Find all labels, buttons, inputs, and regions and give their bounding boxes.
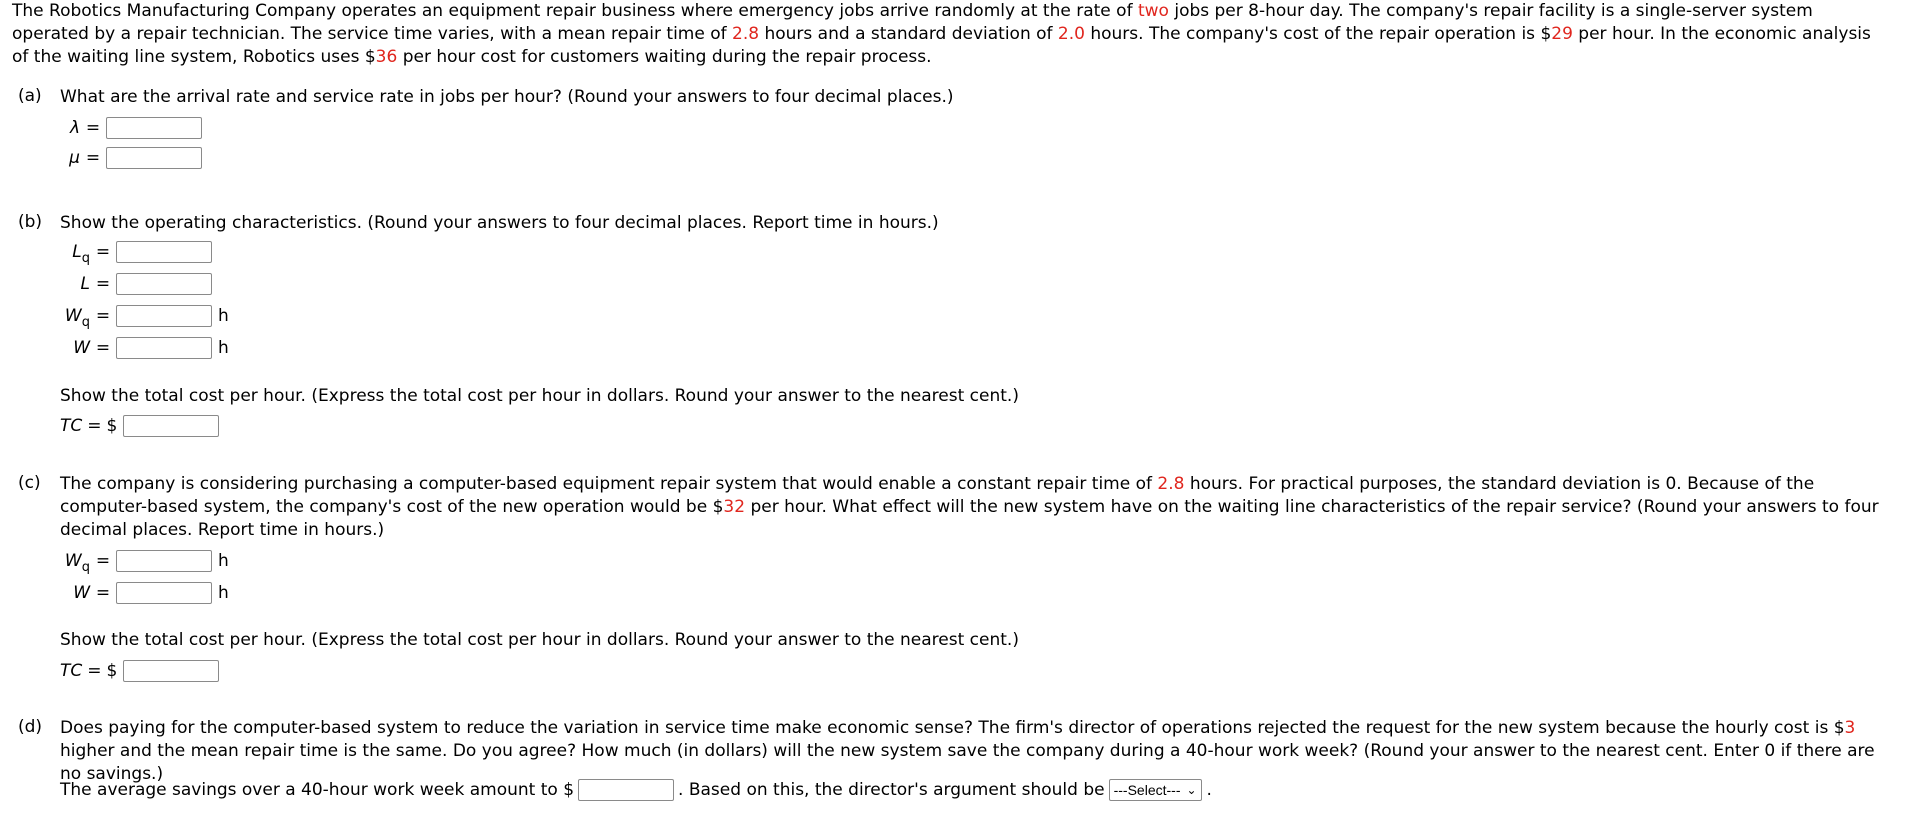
l-input[interactable]: [116, 273, 212, 295]
constant-time-value: 2.8: [1157, 474, 1185, 494]
c-tc-row: [60, 657, 219, 685]
c-wq-row: [60, 547, 229, 575]
part-label: (a): [18, 86, 42, 106]
wq-row: [60, 302, 229, 330]
subscript: q: [81, 315, 90, 330]
period: .: [1206, 780, 1212, 800]
question-text-part: Does paying for the computer-based system to reduce the variation in service time make economic sense? The firm's director of operations rejected the request for the new system because the hourly cost is $: [60, 718, 1845, 738]
w-symbol: W: [73, 583, 90, 603]
dollar-sign: $: [106, 416, 118, 436]
question-text: What are the arrival rate and service rate in jobs per hour? (Round your answers to four decimal places.): [60, 87, 954, 107]
savings-text: The average savings over a 40-hour work week amount to $: [60, 780, 575, 800]
lq-row: [60, 238, 212, 266]
l-symbol: L: [80, 274, 90, 294]
part-label: (b): [18, 212, 43, 232]
intro-text: jobs per 8-hour day. The company's repair facility is a single-server system operated by a repair technician. The service time varies, with a mean repair time of: [12, 1, 1813, 44]
new-cost-value: 32: [723, 497, 746, 517]
lambda-row: [60, 114, 202, 142]
c-w-row: [60, 579, 229, 607]
wq-symbol: W: [64, 551, 82, 571]
question-text-part: hours. For practical purposes, the standard deviation is 0. Because of the computer-based system, the company's cost of the new operation would be $: [60, 474, 1815, 517]
c-wq-input[interactable]: [116, 550, 212, 572]
problem-intro: [12, 0, 1892, 69]
arrival-value: two: [1137, 1, 1169, 21]
part-label: (c): [18, 473, 41, 493]
question-text: Show the operating characteristics. (Round your answers to four decimal places. Report time in hours.): [60, 213, 939, 233]
c-tc-input[interactable]: [123, 660, 219, 682]
question-text-part: higher and the mean repair time is the same. Do you agree? How much (in dollars) will the new system save the company during a 40-hour work week? (Round your answer to the nearest cent. Enter 0 if there are no savings.): [60, 741, 1875, 784]
intro-text: per hour. In the economic analysis of the waiting line system, Robotics uses $: [12, 24, 1871, 67]
equals-sign: =: [95, 306, 111, 326]
question-text: [60, 473, 1890, 542]
mu-input[interactable]: [106, 147, 202, 169]
mu-symbol: μ: [69, 148, 80, 168]
lambda-symbol: λ: [69, 118, 80, 138]
unit-label: h: [218, 551, 229, 571]
subscript: q: [81, 251, 90, 266]
equals-sign: =: [95, 338, 111, 358]
equals-sign: =: [95, 242, 111, 262]
part-label: (d): [18, 717, 43, 737]
tc-row: [60, 412, 219, 440]
equals-sign: =: [87, 416, 102, 436]
tc-symbol: TC: [60, 416, 83, 436]
question-text-part: per hour. What effect will the new system have on the waiting line characteristics of the repair service? (Round your answers to four decimal places. Report time in hours.): [60, 497, 1879, 540]
question-text: Show the total cost per hour. (Express the total cost per hour in dollars. Round your answer to the nearest cent.): [60, 386, 1019, 406]
tc-input[interactable]: [123, 415, 219, 437]
subscript: q: [81, 560, 90, 575]
l-row: [60, 270, 212, 298]
tc-symbol: TC: [60, 661, 83, 681]
chevron-down-icon: ⌄: [1186, 783, 1197, 797]
equals-sign: =: [87, 661, 102, 681]
question-text: Show the total cost per hour. (Express the total cost per hour in dollars. Round your answer to the nearest cent.): [60, 630, 1019, 650]
savings-input[interactable]: [578, 779, 674, 801]
argument-select[interactable]: [1109, 779, 1202, 801]
question-text-part: The company is considering purchasing a computer-based equipment repair system that would enable a constant repair time of: [60, 474, 1158, 494]
unit-label: h: [218, 583, 229, 603]
intro-text: hours. The company's cost of the repair operation is $: [1084, 24, 1552, 44]
w-row: [60, 334, 229, 362]
w-symbol: W: [73, 338, 90, 358]
repair-cost-value: 29: [1551, 24, 1573, 44]
w-input[interactable]: [116, 337, 212, 359]
mu-row: [60, 144, 202, 172]
waiting-cost-value: 36: [375, 47, 398, 67]
select-value: ---Select---: [1113, 782, 1181, 798]
mean-time-value: 2.8: [732, 24, 760, 44]
argument-text: . Based on this, the director's argument should be: [678, 780, 1105, 800]
std-dev-value: 2.0: [1057, 24, 1085, 44]
equals-sign: =: [85, 148, 101, 168]
lq-input[interactable]: [116, 241, 212, 263]
wq-symbol: W: [64, 306, 82, 326]
equals-sign: =: [95, 583, 111, 603]
equals-sign: =: [85, 118, 101, 138]
lq-symbol: L: [72, 242, 82, 262]
wq-input[interactable]: [116, 305, 212, 327]
dollar-sign: $: [106, 661, 118, 681]
cost-difference-value: 3: [1844, 718, 1856, 738]
intro-text: per hour cost for customers waiting during the repair process.: [397, 47, 932, 67]
unit-label: h: [218, 306, 229, 326]
c-w-input[interactable]: [116, 582, 212, 604]
equals-sign: =: [95, 551, 111, 571]
savings-row: [60, 776, 1212, 804]
unit-label: h: [218, 338, 229, 358]
intro-text: The Robotics Manufacturing Company operates an equipment repair business where emergency jobs arrive randomly at the rate of: [12, 1, 1138, 21]
equals-sign: =: [95, 274, 111, 294]
lambda-input[interactable]: [106, 117, 202, 139]
intro-text: hours and a standard deviation of: [759, 24, 1058, 44]
